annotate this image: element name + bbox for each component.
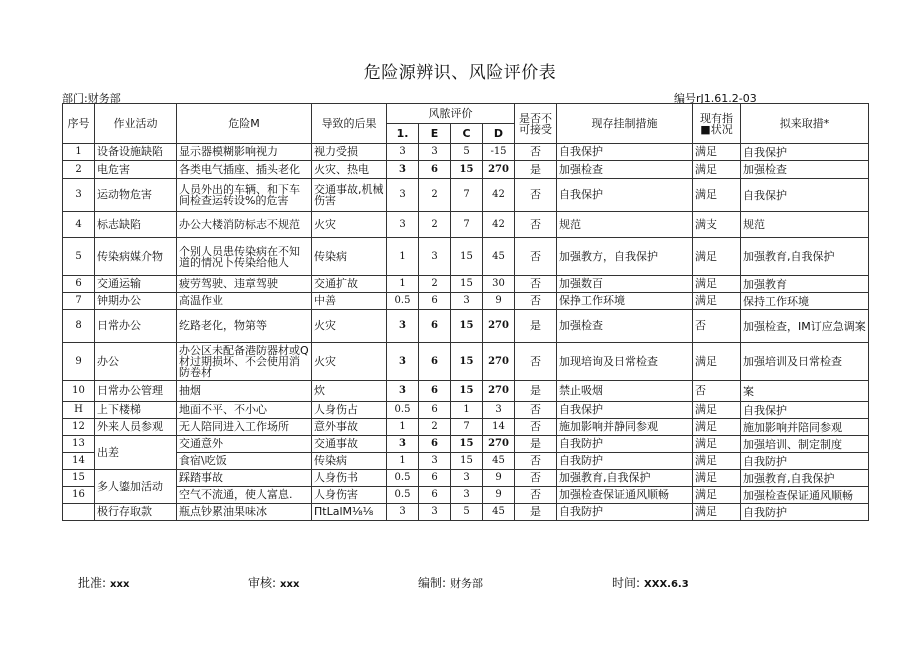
cell-D: 270 bbox=[483, 310, 515, 343]
cell-seq: H bbox=[63, 402, 95, 419]
cell-activity: 上下楼梯 bbox=[95, 402, 177, 419]
header-D: D bbox=[483, 124, 515, 144]
cell-E: 3 bbox=[419, 144, 451, 161]
cell-activity: 设备设施缺陷 bbox=[95, 144, 177, 161]
cell-hazard: 高温作业 bbox=[177, 293, 312, 310]
cell-consequence: 中善 bbox=[312, 293, 387, 310]
cell-C: 15 bbox=[451, 310, 483, 343]
cell-consequence: 人身伤占 bbox=[312, 402, 387, 419]
cell-L: 3 bbox=[387, 179, 419, 212]
cell-planned: 自我防护 bbox=[741, 504, 869, 521]
cell-D: 270 bbox=[483, 381, 515, 402]
cell-E: 3 bbox=[419, 238, 451, 276]
cell-activity: 极行存取款 bbox=[95, 504, 177, 521]
cell-consequence: 交通扩故 bbox=[312, 276, 387, 293]
cell-acceptable: 否 bbox=[515, 343, 557, 381]
cell-status: 满足 bbox=[693, 487, 741, 504]
cell-E: 2 bbox=[419, 419, 451, 436]
cell-hazard: 个别人员患传染病在不知道的情况卜传染给他人 bbox=[177, 238, 312, 276]
cell-seq: 4 bbox=[63, 212, 95, 238]
cell-L: 0.5 bbox=[387, 470, 419, 487]
cell-measures: 自我保护 bbox=[557, 179, 693, 212]
cell-hazard: 无人陪同进入工作场所 bbox=[177, 419, 312, 436]
cell-status: 满足 bbox=[693, 144, 741, 161]
cell-consequence: 交通事故 bbox=[312, 436, 387, 453]
table-row bbox=[63, 470, 869, 487]
cell-acceptable: 否 bbox=[515, 293, 557, 310]
cell-status: 满足 bbox=[693, 179, 741, 212]
cell-acceptable: 否 bbox=[515, 212, 557, 238]
cell-L: 3 bbox=[387, 310, 419, 343]
cell-activity: 外来人员参观 bbox=[95, 419, 177, 436]
cell-E: 6 bbox=[419, 381, 451, 402]
cell-hazard: 办公区未配备港防器材或Q材过期损坏、不会使用消防卷材 bbox=[177, 343, 312, 381]
cell-consequence: 人身伤书 bbox=[312, 470, 387, 487]
cell-planned: 加强培训及日常检查 bbox=[741, 343, 869, 381]
approve-value: xxx bbox=[110, 579, 130, 590]
cell-planned: 自我保护 bbox=[741, 402, 869, 419]
table-row bbox=[63, 381, 869, 402]
cell-seq: 5 bbox=[63, 238, 95, 276]
cell-C: 7 bbox=[451, 179, 483, 212]
cell-consequence: 火灾 bbox=[312, 310, 387, 343]
cell-measures: 自我保护 bbox=[557, 402, 693, 419]
document-title: 危险源辨识、风险评价表 bbox=[363, 63, 557, 83]
cell-C: 3 bbox=[451, 487, 483, 504]
cell-E: 6 bbox=[419, 470, 451, 487]
cell-acceptable: 否 bbox=[515, 419, 557, 436]
cell-acceptable: 否 bbox=[515, 276, 557, 293]
cell-D: 45 bbox=[483, 238, 515, 276]
footer-time bbox=[612, 574, 689, 591]
cell-planned: 自我防护 bbox=[741, 453, 869, 470]
cell-hazard: 疲劳驾驶、违章驾驶 bbox=[177, 276, 312, 293]
cell-C: 7 bbox=[451, 212, 483, 238]
table-row bbox=[63, 453, 869, 470]
cell-planned: 施加影响并陪同参观 bbox=[741, 419, 869, 436]
cell-activity: 运动物危害 bbox=[95, 179, 177, 212]
cell-D: 9 bbox=[483, 470, 515, 487]
cell-E: 6 bbox=[419, 293, 451, 310]
header-planned: 拟来取措* bbox=[741, 104, 869, 144]
cell-status: 否 bbox=[693, 310, 741, 343]
cell-planned: 自我保护 bbox=[741, 144, 869, 161]
cell-consequence: 传染病 bbox=[312, 453, 387, 470]
cell-status: 满足 bbox=[693, 436, 741, 453]
table-row bbox=[63, 487, 869, 504]
cell-seq: 2 bbox=[63, 161, 95, 179]
cell-seq bbox=[63, 504, 95, 521]
cell-D: 14 bbox=[483, 419, 515, 436]
table-row bbox=[63, 212, 869, 238]
table-row bbox=[63, 161, 869, 179]
cell-measures: 加现培询及日常检查 bbox=[557, 343, 693, 381]
cell-C: 15 bbox=[451, 276, 483, 293]
cell-acceptable: 否 bbox=[515, 238, 557, 276]
cell-status: 满支 bbox=[693, 212, 741, 238]
cell-status: 满足 bbox=[693, 238, 741, 276]
cell-status: 满足 bbox=[693, 470, 741, 487]
cell-planned: 加强教育,自我保护 bbox=[741, 238, 869, 276]
cell-L: 3 bbox=[387, 436, 419, 453]
cell-hazard: 人员外出的车辆、和下车间检查运转设%的危害 bbox=[177, 179, 312, 212]
cell-seq: 3 bbox=[63, 179, 95, 212]
table-row bbox=[63, 310, 869, 343]
table-row bbox=[63, 276, 869, 293]
cell-E: 2 bbox=[419, 179, 451, 212]
cell-seq: 16 bbox=[63, 487, 95, 504]
cell-acceptable: 否 bbox=[515, 470, 557, 487]
cell-hazard: 办公大楼消防标志不规范 bbox=[177, 212, 312, 238]
cell-acceptable: 否 bbox=[515, 453, 557, 470]
table-row bbox=[63, 238, 869, 276]
cell-measures: 施加影响并静同参观 bbox=[557, 419, 693, 436]
cell-C: 15 bbox=[451, 436, 483, 453]
cell-consequence: 火灾、热电 bbox=[312, 161, 387, 179]
cell-C: 15 bbox=[451, 343, 483, 381]
cell-consequence: 炊 bbox=[312, 381, 387, 402]
cell-seq: 6 bbox=[63, 276, 95, 293]
header-acceptable: 是否不可接受 bbox=[515, 104, 557, 144]
cell-planned: 加强教育,自我保护 bbox=[741, 470, 869, 487]
cell-status: 否 bbox=[693, 381, 741, 402]
cell-planned: 案 bbox=[741, 381, 869, 402]
cell-measures: 加强数百 bbox=[557, 276, 693, 293]
cell-acceptable: 否 bbox=[515, 179, 557, 212]
cell-acceptable: 否 bbox=[515, 487, 557, 504]
cell-L: 1 bbox=[387, 419, 419, 436]
cell-activity: 交通运输 bbox=[95, 276, 177, 293]
cell-activity: 日常办公管理 bbox=[95, 381, 177, 402]
cell-activity: 传染病媒介物 bbox=[95, 238, 177, 276]
cell-L: 0.5 bbox=[387, 293, 419, 310]
cell-consequence: 火灾 bbox=[312, 212, 387, 238]
cell-measures: 自我保护 bbox=[557, 144, 693, 161]
time-value: XXX.6.3 bbox=[644, 579, 689, 590]
cell-measures: 加强教方，自我保护 bbox=[557, 238, 693, 276]
cell-hazard: 瓶点钞累油果味冰 bbox=[177, 504, 312, 521]
cell-D: 42 bbox=[483, 179, 515, 212]
footer-approve bbox=[78, 574, 129, 591]
cell-acceptable: 是 bbox=[515, 504, 557, 521]
cell-E: 6 bbox=[419, 487, 451, 504]
header-L: 1. bbox=[387, 124, 419, 144]
cell-planned: 加强检查保证通风顺畅 bbox=[741, 487, 869, 504]
cell-seq: 15 bbox=[63, 470, 95, 487]
cell-activity: 日常办公 bbox=[95, 310, 177, 343]
table-row bbox=[63, 436, 869, 453]
cell-hazard: 抽烟 bbox=[177, 381, 312, 402]
cell-status: 满足 bbox=[693, 343, 741, 381]
cell-status: 满足 bbox=[693, 276, 741, 293]
cell-activity: 钟期办公 bbox=[95, 293, 177, 310]
cell-hazard: 各类电气插座、插头老化 bbox=[177, 161, 312, 179]
cell-L: 3 bbox=[387, 343, 419, 381]
cell-L: 3 bbox=[387, 212, 419, 238]
cell-activity: 电危害 bbox=[95, 161, 177, 179]
cell-L: 3 bbox=[387, 161, 419, 179]
header-C: C bbox=[451, 124, 483, 144]
cell-D: 42 bbox=[483, 212, 515, 238]
cell-acceptable: 是 bbox=[515, 381, 557, 402]
cell-hazard: 交通意外 bbox=[177, 436, 312, 453]
cell-status: 满足 bbox=[693, 453, 741, 470]
table-row bbox=[63, 419, 869, 436]
cell-measures: 保挣工作环境 bbox=[557, 293, 693, 310]
cell-L: 0.5 bbox=[387, 487, 419, 504]
cell-E: 6 bbox=[419, 436, 451, 453]
cell-C: 15 bbox=[451, 453, 483, 470]
cell-activity: 多人鎏加活动 bbox=[95, 470, 177, 504]
cell-C: 5 bbox=[451, 504, 483, 521]
cell-L: 1 bbox=[387, 453, 419, 470]
table-row bbox=[63, 179, 869, 212]
cell-activity: 出差 bbox=[95, 436, 177, 470]
header-risk-eval: 风脓评价 bbox=[387, 104, 515, 124]
cell-seq: 12 bbox=[63, 419, 95, 436]
review-value: xxx bbox=[280, 579, 300, 590]
cell-hazard: 显示器模糊影响视力 bbox=[177, 144, 312, 161]
cell-acceptable: 是 bbox=[515, 436, 557, 453]
cell-planned: 加强培训、制定制度 bbox=[741, 436, 869, 453]
cell-measures: 加强教育,自我保护 bbox=[557, 470, 693, 487]
cell-consequence: 交通事故,机械伤害 bbox=[312, 179, 387, 212]
cell-E: 6 bbox=[419, 161, 451, 179]
cell-hazard: 空气不流通，使人富息. bbox=[177, 487, 312, 504]
cell-E: 6 bbox=[419, 343, 451, 381]
header-E: E bbox=[419, 124, 451, 144]
cell-status: 满足 bbox=[693, 161, 741, 179]
document-number: 编号rJ1.61.2-03 bbox=[674, 92, 757, 105]
header-measures: 现存挂制措施 bbox=[557, 104, 693, 144]
cell-hazard: 地面不平、不小心 bbox=[177, 402, 312, 419]
cell-L: 1 bbox=[387, 276, 419, 293]
cell-measures: 规范 bbox=[557, 212, 693, 238]
cell-measures: 自我防护 bbox=[557, 504, 693, 521]
footer-review bbox=[248, 574, 299, 591]
cell-acceptable: 是 bbox=[515, 161, 557, 179]
cell-D: 270 bbox=[483, 161, 515, 179]
cell-measures: 自我防护 bbox=[557, 436, 693, 453]
header-status: 现有指■状况 bbox=[693, 104, 741, 144]
cell-status: 满足 bbox=[693, 419, 741, 436]
cell-planned: 保持工作环境 bbox=[741, 293, 869, 310]
header-consequence: 导致的后果 bbox=[312, 104, 387, 144]
header-seq: 序号 bbox=[63, 104, 95, 144]
cell-seq: 10 bbox=[63, 381, 95, 402]
review-label: 审核: bbox=[248, 576, 277, 590]
table-row bbox=[63, 293, 869, 310]
prepare-value: 财务部 bbox=[450, 577, 484, 590]
cell-planned: 加强教育 bbox=[741, 276, 869, 293]
cell-C: 15 bbox=[451, 161, 483, 179]
risk-assessment-table bbox=[62, 103, 869, 521]
cell-measures: 加强检查 bbox=[557, 161, 693, 179]
cell-D: 9 bbox=[483, 293, 515, 310]
cell-D: 270 bbox=[483, 436, 515, 453]
cell-consequence: ΠtLalM⅛⅛ bbox=[312, 504, 387, 521]
cell-consequence: 火灾 bbox=[312, 343, 387, 381]
cell-status: 满足 bbox=[693, 293, 741, 310]
table-row bbox=[63, 504, 869, 521]
cell-planned: 加强检查 bbox=[741, 161, 869, 179]
table-body bbox=[63, 144, 869, 521]
table-row bbox=[63, 144, 869, 161]
department-label: 部门:财务部 bbox=[62, 92, 121, 105]
cell-E: 6 bbox=[419, 310, 451, 343]
cell-status: 满足 bbox=[693, 504, 741, 521]
cell-planned: 自我保护 bbox=[741, 179, 869, 212]
table-row bbox=[63, 343, 869, 381]
cell-C: 1 bbox=[451, 402, 483, 419]
cell-seq: 9 bbox=[63, 343, 95, 381]
cell-L: 0.5 bbox=[387, 402, 419, 419]
cell-measures: 加强检查保证通风顺畅 bbox=[557, 487, 693, 504]
cell-planned: 规范 bbox=[741, 212, 869, 238]
cell-C: 3 bbox=[451, 293, 483, 310]
cell-seq: 7 bbox=[63, 293, 95, 310]
header-hazard: 危险M bbox=[177, 104, 312, 144]
cell-L: 1 bbox=[387, 238, 419, 276]
cell-seq: 8 bbox=[63, 310, 95, 343]
cell-seq: 13 bbox=[63, 436, 95, 453]
cell-C: 7 bbox=[451, 419, 483, 436]
cell-acceptable: 否 bbox=[515, 144, 557, 161]
cell-C: 3 bbox=[451, 470, 483, 487]
cell-measures: 禁止吸烟 bbox=[557, 381, 693, 402]
cell-hazard: 食宿\吃饭 bbox=[177, 453, 312, 470]
approve-label: 批准: bbox=[78, 576, 107, 590]
cell-consequence: 人身伤害 bbox=[312, 487, 387, 504]
cell-E: 3 bbox=[419, 453, 451, 470]
cell-hazard: 踩踏事故 bbox=[177, 470, 312, 487]
cell-status: 满足 bbox=[693, 402, 741, 419]
cell-E: 2 bbox=[419, 212, 451, 238]
cell-D: -15 bbox=[483, 144, 515, 161]
cell-D: 3 bbox=[483, 402, 515, 419]
cell-L: 3 bbox=[387, 381, 419, 402]
cell-L: 3 bbox=[387, 504, 419, 521]
cell-C: 15 bbox=[451, 381, 483, 402]
cell-D: 30 bbox=[483, 276, 515, 293]
footer-prepare bbox=[418, 574, 483, 591]
cell-seq: 1 bbox=[63, 144, 95, 161]
cell-E: 2 bbox=[419, 276, 451, 293]
cell-C: 5 bbox=[451, 144, 483, 161]
cell-E: 3 bbox=[419, 504, 451, 521]
cell-hazard: 纥路老化，物第等 bbox=[177, 310, 312, 343]
cell-activity: 标志缺陷 bbox=[95, 212, 177, 238]
cell-D: 270 bbox=[483, 343, 515, 381]
cell-activity: 办公 bbox=[95, 343, 177, 381]
cell-measures: 自我防护 bbox=[557, 453, 693, 470]
cell-acceptable: 否 bbox=[515, 402, 557, 419]
header-activity: 作业活动 bbox=[95, 104, 177, 144]
cell-consequence: 视力受损 bbox=[312, 144, 387, 161]
table-row bbox=[63, 402, 869, 419]
cell-planned: 加强检查，IM订应急调案 bbox=[741, 310, 869, 343]
cell-D: 45 bbox=[483, 453, 515, 470]
cell-D: 9 bbox=[483, 487, 515, 504]
cell-L: 3 bbox=[387, 144, 419, 161]
cell-C: 15 bbox=[451, 238, 483, 276]
cell-consequence: 意外事故 bbox=[312, 419, 387, 436]
cell-measures: 加强检查 bbox=[557, 310, 693, 343]
time-label: 时间: bbox=[612, 576, 641, 590]
cell-acceptable: 是 bbox=[515, 310, 557, 343]
cell-E: 6 bbox=[419, 402, 451, 419]
cell-D: 45 bbox=[483, 504, 515, 521]
prepare-label: 编制: bbox=[418, 576, 447, 590]
cell-consequence: 传染病 bbox=[312, 238, 387, 276]
cell-seq: 14 bbox=[63, 453, 95, 470]
